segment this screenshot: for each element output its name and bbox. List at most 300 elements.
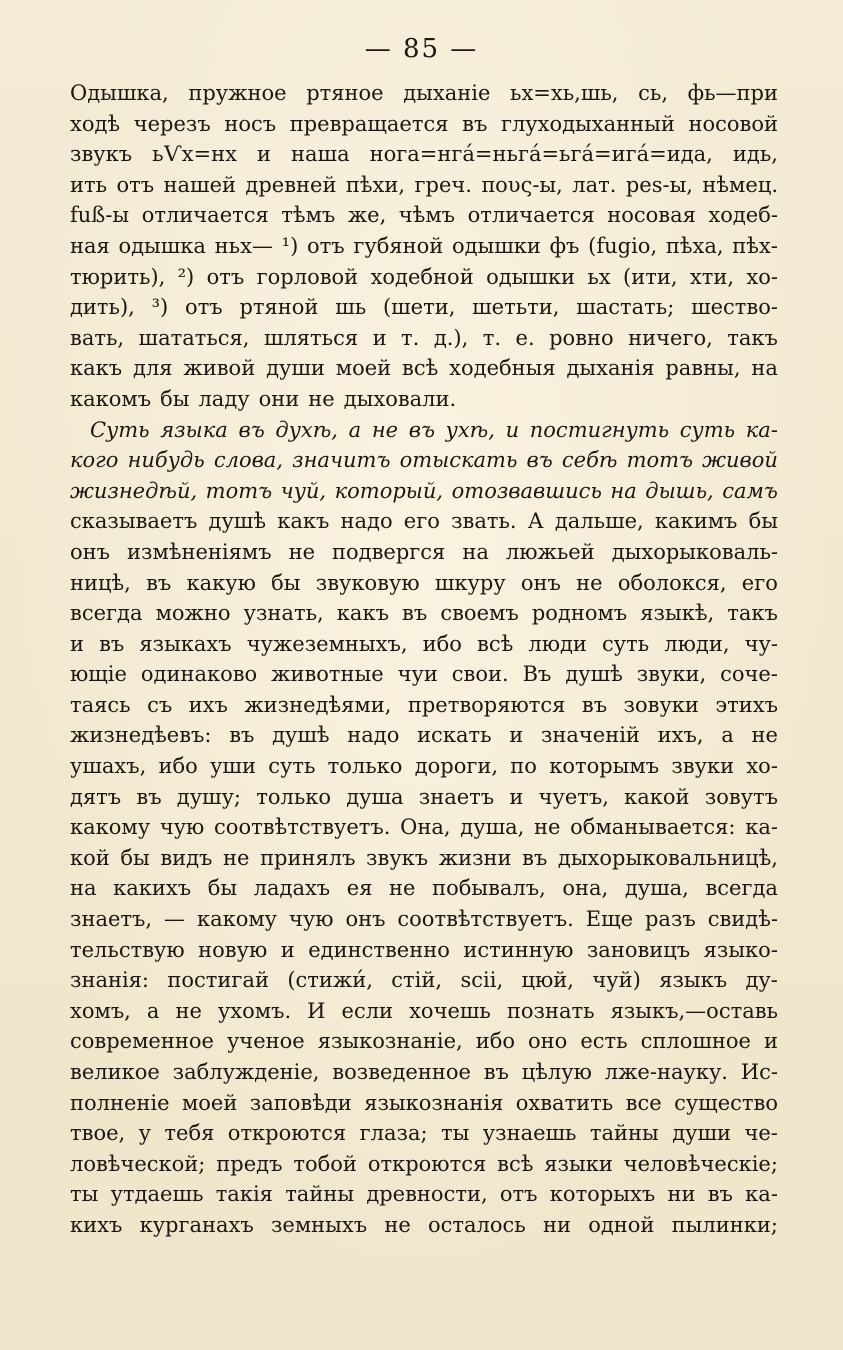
word: ьх xyxy=(587,264,611,289)
text-line xyxy=(70,170,778,201)
word: шляться xyxy=(263,325,359,350)
word: че- xyxy=(744,1121,778,1146)
word: греч. xyxy=(414,172,472,197)
text-line xyxy=(70,873,778,904)
word: языкознаніе, xyxy=(317,1029,463,1054)
word: суть xyxy=(268,754,316,779)
word: шастать; xyxy=(576,295,675,320)
word: такъ xyxy=(727,601,778,626)
word: какую xyxy=(186,570,256,595)
word: суть xyxy=(679,417,736,442)
word: А xyxy=(527,509,544,534)
word: на xyxy=(610,478,637,503)
word: ровно xyxy=(549,325,614,350)
word: не xyxy=(175,998,202,1023)
word: въ xyxy=(522,845,548,870)
word: языкахъ xyxy=(139,631,232,656)
word: единственно xyxy=(308,937,450,962)
word: какому xyxy=(70,815,151,840)
word: черезъ xyxy=(133,111,211,136)
word: ушахъ, xyxy=(70,754,147,779)
word: душа xyxy=(346,784,404,809)
text-line xyxy=(70,1057,778,1088)
word: языка xyxy=(160,417,228,442)
word: какихъ xyxy=(113,876,192,901)
word: тюрить), xyxy=(70,264,166,289)
word: цѣлую xyxy=(521,1060,592,1084)
word: заблужденіе, xyxy=(172,1060,320,1084)
word: не xyxy=(288,539,316,564)
text-line xyxy=(70,231,778,262)
word: ея xyxy=(346,876,373,901)
word: отличается xyxy=(467,203,595,228)
word: разъ xyxy=(644,907,696,932)
word: только xyxy=(256,784,332,809)
word: превращается xyxy=(289,111,449,136)
text-line xyxy=(70,843,778,874)
word: жизни xyxy=(438,845,512,870)
text-line xyxy=(70,78,778,109)
word: ибо xyxy=(422,631,462,656)
word: такъ xyxy=(727,325,778,350)
word: зовуки xyxy=(623,692,699,717)
text-line xyxy=(70,935,778,966)
word: какому xyxy=(196,907,278,932)
word: какъ xyxy=(336,601,389,626)
word: самъ xyxy=(722,478,778,503)
word: жизнедѣями, xyxy=(244,692,392,717)
word: душа, xyxy=(624,876,689,901)
word: пѣха, xyxy=(665,233,724,258)
word: шество- xyxy=(691,295,778,320)
word: одинаково xyxy=(140,662,258,687)
word: новую xyxy=(198,937,268,962)
word: души xyxy=(266,356,325,381)
word: утдаешь xyxy=(110,1182,204,1207)
word: принялъ xyxy=(260,845,356,870)
word: моей xyxy=(335,356,392,381)
word: кой xyxy=(70,845,110,870)
word: онъ xyxy=(520,570,561,595)
word: оболокся, xyxy=(617,570,727,595)
word: ртяное xyxy=(306,81,384,105)
word: языкознанія xyxy=(364,1090,504,1115)
word: фь—при xyxy=(687,81,778,105)
word: курганахъ xyxy=(139,1212,254,1237)
word: отъ xyxy=(185,295,223,320)
word: современное xyxy=(70,1029,214,1054)
word: шкуру xyxy=(434,570,506,595)
word: и xyxy=(509,723,524,748)
word: таясь xyxy=(70,692,131,717)
word: ладу xyxy=(198,386,250,411)
word: его xyxy=(403,509,440,534)
word: лат. xyxy=(572,172,617,197)
word: е. xyxy=(515,325,535,350)
word: отыскать xyxy=(399,448,518,473)
word: такія xyxy=(215,1182,273,1207)
word: полненіе xyxy=(70,1090,170,1115)
word: возведенное xyxy=(332,1060,471,1084)
word: измѣненіямъ xyxy=(127,539,272,564)
word: отозвавшись xyxy=(451,478,602,503)
word: этихъ xyxy=(715,692,778,717)
word: носъ xyxy=(224,111,277,136)
text-line xyxy=(70,812,778,843)
word: ка- xyxy=(745,815,778,840)
word: т. xyxy=(482,325,502,350)
word: на xyxy=(751,356,778,381)
word: (шети, xyxy=(382,295,456,320)
word: и xyxy=(280,937,295,962)
word: же, xyxy=(347,203,387,228)
word: обманывается: xyxy=(570,815,736,840)
word: ничего, xyxy=(628,325,713,350)
word: твое, xyxy=(70,1121,126,1146)
word: по xyxy=(510,754,537,779)
word: чуй) xyxy=(592,968,641,993)
word: тѣмъ xyxy=(281,203,336,228)
word: слова, xyxy=(213,448,284,473)
word: звуки xyxy=(671,754,735,779)
word: въ xyxy=(581,692,608,717)
word: pes-ы, xyxy=(625,172,693,197)
word: пѣхи, xyxy=(345,172,406,197)
word: ¹) xyxy=(281,233,299,258)
word: какой xyxy=(624,784,690,809)
word: они xyxy=(258,386,300,411)
text-line xyxy=(70,384,778,415)
text-line xyxy=(70,476,778,507)
word: хомъ, xyxy=(70,998,131,1023)
word: ходѣ xyxy=(70,111,121,136)
word: люди xyxy=(528,631,587,656)
word: знанія: xyxy=(70,968,150,993)
word: уши xyxy=(210,754,256,779)
word: онъ xyxy=(345,907,386,932)
word: (стижи́, xyxy=(287,968,373,993)
word: узнать, xyxy=(243,601,324,626)
word: не xyxy=(384,1212,411,1237)
word: на xyxy=(70,876,97,901)
word: ни xyxy=(667,1182,696,1207)
word: съ xyxy=(147,692,173,717)
word: звать. xyxy=(451,509,517,534)
word: своемъ xyxy=(440,601,519,626)
word: ты xyxy=(70,1182,99,1207)
word: ду- xyxy=(745,968,778,993)
word: подвергся xyxy=(332,539,446,564)
word: живой xyxy=(183,356,256,381)
text-line xyxy=(70,598,778,629)
word: знаетъ, xyxy=(70,907,153,932)
word: нѣмец. xyxy=(702,172,778,197)
word: какимъ xyxy=(654,509,738,534)
word: бы xyxy=(748,509,778,534)
word: жизнедѣевъ: xyxy=(70,723,212,748)
word: пѣх- xyxy=(732,233,778,258)
text-line xyxy=(70,353,778,384)
word: тайны xyxy=(589,1121,659,1146)
text-line xyxy=(70,1179,778,1210)
word: въ xyxy=(408,417,435,442)
word: ходебной xyxy=(370,264,474,289)
word: живой xyxy=(702,448,778,473)
word: тотъ xyxy=(626,448,694,473)
word: fuß-ы xyxy=(70,203,130,228)
word: дыхорыковаль- xyxy=(611,539,778,564)
text-line xyxy=(70,537,778,568)
word: знаетъ xyxy=(418,784,495,809)
word: для xyxy=(133,356,173,381)
word: и xyxy=(509,784,524,809)
word: хо- xyxy=(746,264,778,289)
word: вать, xyxy=(70,325,125,350)
word: есть xyxy=(580,1029,628,1054)
word: носовой xyxy=(688,111,778,136)
word: языко- xyxy=(703,937,778,962)
word: Одышка, xyxy=(70,81,169,105)
word: душу; xyxy=(176,784,242,809)
text-line xyxy=(70,1210,778,1241)
word: существо xyxy=(674,1090,778,1115)
text-line xyxy=(70,262,778,293)
word: не xyxy=(308,386,335,411)
word: въ xyxy=(99,631,125,656)
text-line xyxy=(70,292,778,323)
word: нога=нга́=ньга́=ьга́=ига́=ида, xyxy=(369,142,713,167)
word: души xyxy=(672,1121,732,1146)
word: scii, xyxy=(460,968,504,993)
word: чуй, xyxy=(280,478,327,503)
word: въ xyxy=(238,417,265,442)
word: люжьей xyxy=(505,539,595,564)
word: тебя xyxy=(164,1121,215,1146)
word: великое xyxy=(70,1060,160,1084)
word: ить xyxy=(70,172,108,197)
word: всѣ xyxy=(477,631,514,656)
word: дыханіе xyxy=(403,81,491,105)
word: чу- xyxy=(744,631,778,656)
word: Еще xyxy=(585,907,634,932)
word: ка- xyxy=(745,1182,778,1207)
word: дятъ xyxy=(70,784,122,809)
word: языкѣ, xyxy=(640,601,715,626)
text-line xyxy=(70,904,778,935)
word: видъ xyxy=(160,845,213,870)
word: ходеб- xyxy=(708,203,778,228)
word: бы xyxy=(271,570,301,595)
word: откроются xyxy=(367,1151,487,1176)
text-line xyxy=(70,751,778,782)
word: ибо xyxy=(158,754,198,779)
word: отличается xyxy=(141,203,269,228)
word: тельствую xyxy=(70,937,185,962)
word: если xyxy=(341,998,394,1023)
word: чую xyxy=(159,815,205,840)
word: соотвѣтствуетъ. xyxy=(397,907,574,932)
word: всегда xyxy=(705,876,778,901)
word: Она, xyxy=(400,815,451,840)
word: свои. xyxy=(451,662,509,687)
text-line xyxy=(70,1026,778,1057)
text-line xyxy=(70,1088,778,1119)
word: жизнедѣй, xyxy=(70,478,198,503)
word: человѣческіе; xyxy=(623,1151,778,1176)
word: наша xyxy=(291,142,350,167)
word: свидѣ- xyxy=(707,907,778,932)
word: ухѣ, xyxy=(445,417,495,442)
word: соче- xyxy=(720,662,778,687)
word: въ xyxy=(229,723,255,748)
word: въ xyxy=(462,111,488,136)
word: дыхорыковальницѣ, xyxy=(557,845,778,870)
word: бы xyxy=(160,386,190,411)
word: зовутъ xyxy=(704,784,778,809)
word: себѣ xyxy=(561,448,618,473)
word: все xyxy=(625,1090,662,1115)
word: (fugio, xyxy=(588,233,658,258)
word: значеній xyxy=(540,723,640,748)
word: чуи xyxy=(397,662,438,687)
page-number: — 85 — xyxy=(364,34,479,64)
text-line xyxy=(70,506,778,537)
word: т. xyxy=(401,325,420,350)
text-line xyxy=(70,965,778,996)
word: и xyxy=(256,142,271,167)
word: ньх— xyxy=(214,233,273,258)
word: фъ xyxy=(549,233,580,258)
word: соотвѣтствуетъ. xyxy=(214,815,391,840)
word: въ xyxy=(402,601,428,626)
word: Въ xyxy=(522,662,552,687)
word: которыхъ xyxy=(549,1182,656,1207)
word: значитъ xyxy=(292,448,391,473)
word: его xyxy=(741,570,778,595)
word: ладахъ xyxy=(253,876,331,901)
word: люди, xyxy=(664,631,730,656)
word: одышки xyxy=(451,233,541,258)
word: ная xyxy=(70,233,110,258)
word: искать xyxy=(417,723,492,748)
word: дороги, xyxy=(414,754,499,779)
word: тобой xyxy=(293,1151,357,1176)
word: одышка xyxy=(118,233,206,258)
word: сь, xyxy=(638,81,668,105)
word: бы xyxy=(207,876,238,901)
word: ницѣ, xyxy=(70,570,131,595)
word: а xyxy=(721,723,734,748)
word: Суть xyxy=(90,417,150,442)
word: хо- xyxy=(746,754,778,779)
word: душѣ xyxy=(565,662,623,687)
word: всегда xyxy=(70,601,143,626)
word: дыховали. xyxy=(343,386,457,411)
word: только xyxy=(327,754,403,779)
word: лже-науку. xyxy=(604,1060,728,1084)
word: которымъ xyxy=(549,754,660,779)
word: звуковую xyxy=(315,570,420,595)
word: звукъ xyxy=(366,845,429,870)
word: цюй, xyxy=(521,968,574,993)
word: духѣ, xyxy=(275,417,338,442)
word: языки xyxy=(544,1151,613,1176)
word: стій, xyxy=(391,968,443,993)
word: всѣ xyxy=(402,356,439,381)
word: на xyxy=(462,539,489,564)
word: ихъ, xyxy=(657,723,704,748)
word: звуки, xyxy=(636,662,707,687)
text-line xyxy=(70,568,778,599)
word: д.), xyxy=(433,325,469,350)
word: ученое xyxy=(226,1029,305,1054)
word: шь xyxy=(335,295,367,320)
word: земныхъ xyxy=(270,1212,368,1237)
word: и xyxy=(70,631,84,656)
word: тайны xyxy=(285,1182,355,1207)
word: который, xyxy=(334,478,444,503)
word: идь, xyxy=(732,142,778,167)
word: въ xyxy=(146,570,172,595)
word: не xyxy=(534,815,561,840)
word: въ xyxy=(483,1060,509,1084)
text-line xyxy=(70,629,778,660)
text-line xyxy=(70,720,778,751)
word: отъ xyxy=(499,1182,538,1207)
text-line xyxy=(70,659,778,690)
word: суть xyxy=(602,631,650,656)
word: кихъ xyxy=(70,1212,123,1237)
word: И xyxy=(307,998,326,1023)
word: πους-ы, xyxy=(481,172,563,197)
word: языкъ xyxy=(659,968,728,993)
word: ловѣческой; xyxy=(70,1151,206,1176)
word: ртяной xyxy=(239,295,319,320)
text-line xyxy=(70,1149,778,1180)
word: претворяются xyxy=(407,692,566,717)
word: языкъ,—оставь xyxy=(610,998,778,1023)
word: всѣ xyxy=(497,1151,534,1176)
word: кого xyxy=(70,448,119,473)
word: ³) xyxy=(151,295,169,320)
word: дыханія xyxy=(566,356,655,381)
text-line xyxy=(70,690,778,721)
word: и xyxy=(505,417,520,442)
word: а xyxy=(348,417,362,442)
word: (ити, xyxy=(623,264,678,289)
word: постигай xyxy=(167,968,269,993)
word: ьѴх=нх xyxy=(152,142,237,167)
word: сказываетъ xyxy=(70,509,198,534)
word: одной xyxy=(588,1212,655,1237)
word: хти, xyxy=(689,264,735,289)
text-line xyxy=(70,782,778,813)
word: не xyxy=(576,570,603,595)
word: можно xyxy=(155,601,231,626)
word: горловой xyxy=(256,264,359,289)
word: душѣ xyxy=(272,723,330,748)
word: родномъ xyxy=(531,601,628,626)
word: а xyxy=(146,998,160,1023)
word: дить), xyxy=(70,295,135,320)
word: чуетъ, xyxy=(538,784,609,809)
word: звукъ xyxy=(70,142,133,167)
word: ходебныя xyxy=(449,356,556,381)
word: глаза; xyxy=(359,1121,428,1146)
word: ющіе xyxy=(70,662,127,687)
word: отъ xyxy=(206,264,245,289)
word: чужеземныхъ, xyxy=(246,631,408,656)
